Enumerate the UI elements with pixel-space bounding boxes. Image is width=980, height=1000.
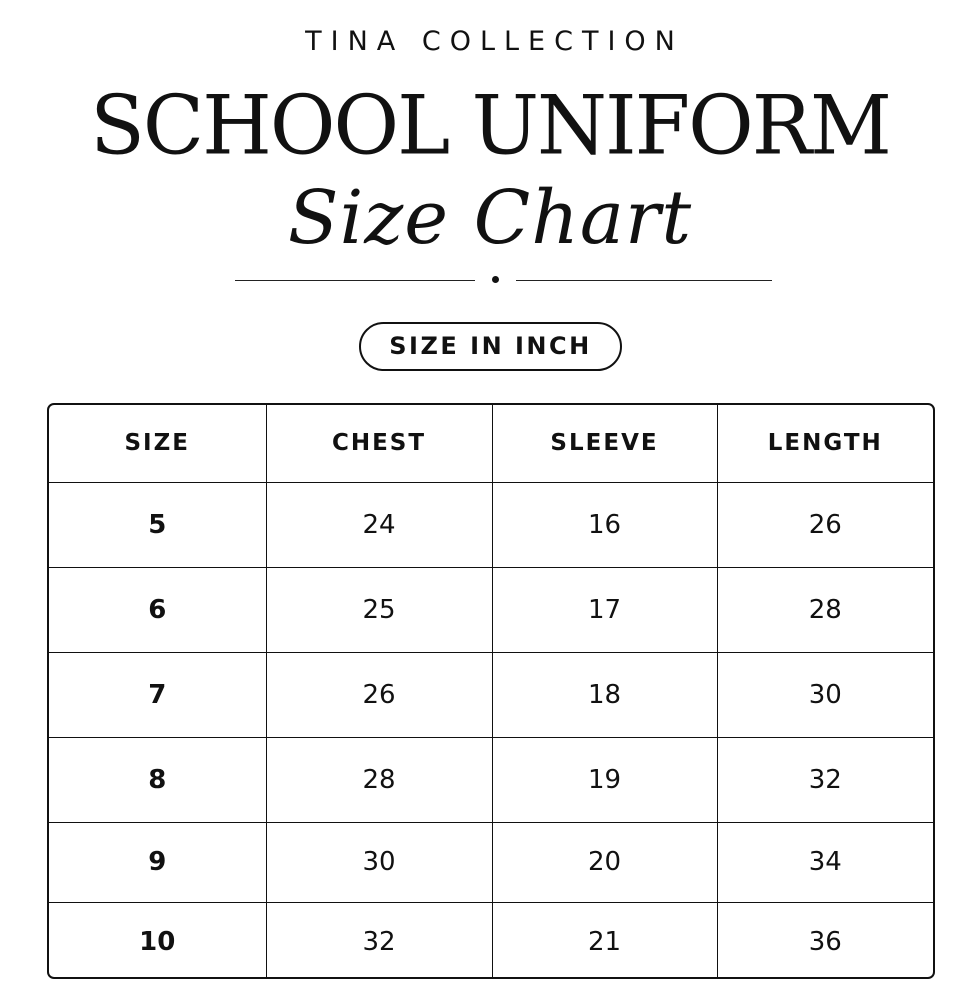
size-cell: 10 bbox=[49, 902, 266, 979]
table-row bbox=[49, 822, 933, 902]
column-header-length: LENGTH bbox=[717, 405, 933, 482]
chest-cell: 30 bbox=[266, 822, 492, 902]
chest-cell: 26 bbox=[266, 652, 492, 737]
table-row bbox=[49, 902, 933, 979]
sleeve-cell: 18 bbox=[492, 652, 717, 737]
length-cell: 36 bbox=[808, 927, 842, 958]
divider-dot bbox=[492, 276, 499, 283]
sleeve-cell: 20 bbox=[492, 822, 717, 902]
column-header-size: SIZE bbox=[49, 405, 266, 482]
length-cell: 26 bbox=[717, 482, 933, 567]
table-header-row bbox=[49, 405, 933, 482]
size-table bbox=[47, 403, 935, 979]
size-cell: 5 bbox=[49, 482, 266, 567]
size-cell: 6 bbox=[49, 567, 266, 652]
column-header-chest: CHEST bbox=[266, 405, 492, 482]
chest-cell: 25 bbox=[266, 567, 492, 652]
chest-cell: 24 bbox=[266, 482, 492, 567]
table-row bbox=[49, 652, 933, 737]
page-subtitle: Size Chart bbox=[287, 175, 693, 261]
length-cell: 32 bbox=[717, 737, 933, 822]
divider-line-right bbox=[516, 280, 772, 281]
table-row bbox=[49, 737, 933, 822]
table-row bbox=[49, 482, 933, 567]
length-cell: 28 bbox=[717, 567, 933, 652]
sleeve-cell: 21 bbox=[492, 902, 717, 979]
size-cell: 7 bbox=[49, 652, 266, 737]
size-cell: 8 bbox=[49, 737, 266, 822]
page-title: SCHOOL UNIFORM bbox=[90, 78, 890, 173]
divider-line-left bbox=[235, 280, 475, 281]
size-cell: 9 bbox=[49, 822, 266, 902]
sleeve-cell: 17 bbox=[492, 567, 717, 652]
length-cell: 34 bbox=[717, 822, 933, 902]
chest-cell: 28 bbox=[266, 737, 492, 822]
sleeve-cell: 16 bbox=[492, 482, 717, 567]
column-header-sleeve: SLEEVE bbox=[492, 405, 717, 482]
brand-name: TINA COLLECTION bbox=[305, 26, 684, 57]
length-cell: 30 bbox=[717, 652, 933, 737]
chest-cell: 32 bbox=[266, 902, 492, 979]
table-row bbox=[49, 567, 933, 652]
sleeve-cell: 19 bbox=[492, 737, 717, 822]
unit-badge: SIZE IN INCH bbox=[359, 322, 622, 371]
